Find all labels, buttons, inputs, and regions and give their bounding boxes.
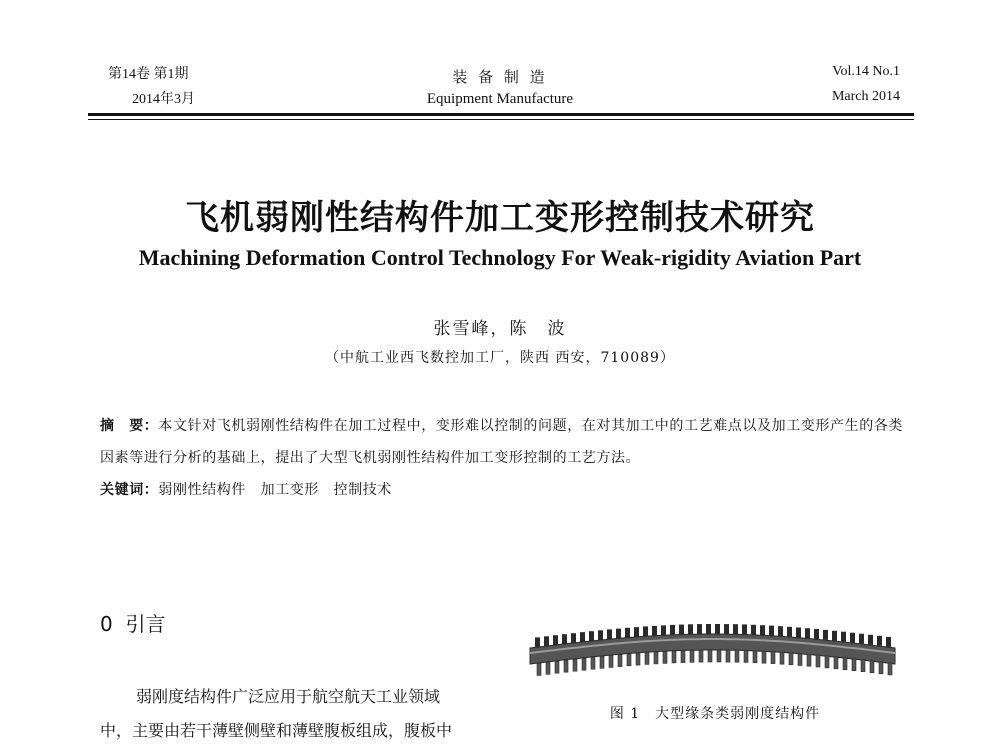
part-rib-bottom <box>636 653 640 665</box>
part-rib-bottom <box>861 660 865 672</box>
figure-caption: 图 1 大型缘条类弱刚度结构件 <box>609 706 821 722</box>
part-rib-bottom <box>681 651 685 663</box>
section-title: 引言 <box>125 612 166 636</box>
body-line-1: 弱刚度结构件广泛应用于航空航天工业领域 <box>136 687 441 706</box>
part-rib-top <box>535 637 540 647</box>
part-rib-top <box>607 629 612 639</box>
figure-structural-part-image <box>525 618 900 698</box>
section-number: 0 <box>100 612 113 636</box>
volume-issue-en: Vol.14 No.1 <box>832 64 900 79</box>
part-rib-top <box>742 624 747 634</box>
keywords-label: 关键词： <box>100 482 159 498</box>
part-rib-bottom <box>699 650 703 662</box>
abstract-block <box>100 410 910 506</box>
part-rib-bottom <box>825 656 829 668</box>
part-rib-bottom <box>546 662 550 674</box>
body-line-2: 中，主要由若干薄壁侧壁和薄壁腹板组成，腹板中 <box>100 721 453 740</box>
part-rib-top <box>562 634 567 644</box>
part-rib-top <box>778 626 783 636</box>
part-rib-top <box>787 627 792 637</box>
header-rule-thin <box>88 119 914 120</box>
part-rib-bottom <box>834 657 838 669</box>
part-rib-top <box>544 636 549 646</box>
part-rib-bottom <box>663 651 667 663</box>
journal-name-en: Equipment Manufacture <box>426 91 574 107</box>
part-rib-bottom <box>708 650 712 662</box>
body-text <box>100 680 500 748</box>
part-rib-top <box>679 625 684 635</box>
part-rib-top <box>697 624 702 634</box>
keywords-text: 弱刚性结构件 加工变形 控制技术 <box>158 482 393 498</box>
part-rib-top <box>751 625 756 635</box>
part-rib-top <box>589 631 594 641</box>
part-rib-top <box>823 630 828 640</box>
part-rib-bottom <box>870 661 874 673</box>
part-rib-top <box>859 634 864 644</box>
part-rib-top <box>733 624 738 634</box>
date-zh: 2014年3月 <box>132 92 195 107</box>
header-rule-thick <box>88 113 914 116</box>
part-rib-bottom <box>798 654 802 666</box>
part-rib-bottom <box>852 659 856 671</box>
part-rib-bottom <box>726 650 730 662</box>
part-rib-top <box>886 637 891 647</box>
paper-title-en: Machining Deformation Control Technology For Weak-rigidity Aviation Part <box>138 245 862 270</box>
part-rib-top <box>841 632 846 642</box>
part-rib-bottom <box>780 652 784 664</box>
part-rib-bottom <box>753 651 757 663</box>
part-rib-bottom <box>816 655 820 667</box>
abstract-label: 摘 要： <box>100 418 159 434</box>
part-rib-bottom <box>537 663 541 675</box>
part-rib-top <box>580 632 585 642</box>
paper-title-zh: 飞机弱刚性结构件加工变形控制技术研究 <box>185 198 815 238</box>
part-rib-bottom <box>879 662 883 674</box>
part-rib-top <box>796 628 801 638</box>
part-rib-bottom <box>690 650 694 662</box>
part-rib-bottom <box>717 650 721 662</box>
part-rib-top <box>634 627 639 637</box>
part-rib-bottom <box>618 655 622 667</box>
part-rib-bottom <box>735 650 739 662</box>
part-rib-top <box>850 633 855 643</box>
part-rib-top <box>832 631 837 641</box>
part-rib-bottom <box>564 660 568 672</box>
part-rib-bottom <box>609 655 613 667</box>
part-rib-top <box>571 633 576 643</box>
part-rib-top <box>715 624 720 634</box>
abstract-paragraph <box>100 410 910 474</box>
volume-issue-zh: 第14卷 第1期 <box>108 67 189 82</box>
part-rib-top <box>814 629 819 639</box>
part-rib-top <box>769 626 774 636</box>
part-rib-top <box>868 635 873 645</box>
part-rib-top <box>661 625 666 635</box>
keywords-line <box>100 474 910 506</box>
part-rib-bottom <box>672 651 676 663</box>
part-rib-bottom <box>843 658 847 670</box>
part-rib-top <box>652 626 657 636</box>
part-rib-top <box>760 625 765 635</box>
part-rib-bottom <box>591 657 595 669</box>
part-rib-bottom <box>573 659 577 671</box>
part-rib-bottom <box>771 652 775 664</box>
part-rib-top <box>625 628 630 638</box>
part-rib-bottom <box>645 652 649 664</box>
part-rib-bottom <box>762 651 766 663</box>
part-rib-bottom <box>888 663 892 675</box>
part-rib-top <box>643 626 648 636</box>
journal-name-zh: 装 备 制 造 <box>452 68 548 86</box>
part-rib-top <box>724 624 729 634</box>
part-rib-top <box>598 630 603 640</box>
part-rib-top <box>553 635 558 645</box>
part-rib-bottom <box>654 652 658 664</box>
part-rib-bottom <box>582 658 586 670</box>
part-rib-top <box>670 625 675 635</box>
section-heading <box>100 608 165 637</box>
part-rib-bottom <box>600 656 604 668</box>
part-rib-bottom <box>744 650 748 662</box>
part-rib-bottom <box>555 661 559 673</box>
part-rib-bottom <box>807 654 811 666</box>
part-rib-bottom <box>627 654 631 666</box>
part-rib-top <box>805 628 810 638</box>
part-rib-top <box>688 624 693 634</box>
authors: 张雪峰，陈 波 <box>433 319 567 339</box>
affiliation: （中航工业西飞数控加工厂，陕西 西安，710089） <box>325 350 675 366</box>
abstract-text: 本文针对飞机弱刚性结构件在加工过程中，变形难以控制的问题，在对其加工中的工艺难点以及加工变形产生的各类因素等进行分析的基础上，提出了大型飞机弱刚性结构件加工变形控制的工艺方法。 <box>100 418 904 466</box>
part-rib-top <box>616 629 621 639</box>
part-rib-bottom <box>789 653 793 665</box>
date-en: March 2014 <box>831 89 900 104</box>
part-rib-top <box>877 636 882 646</box>
part-rib-top <box>706 624 711 634</box>
